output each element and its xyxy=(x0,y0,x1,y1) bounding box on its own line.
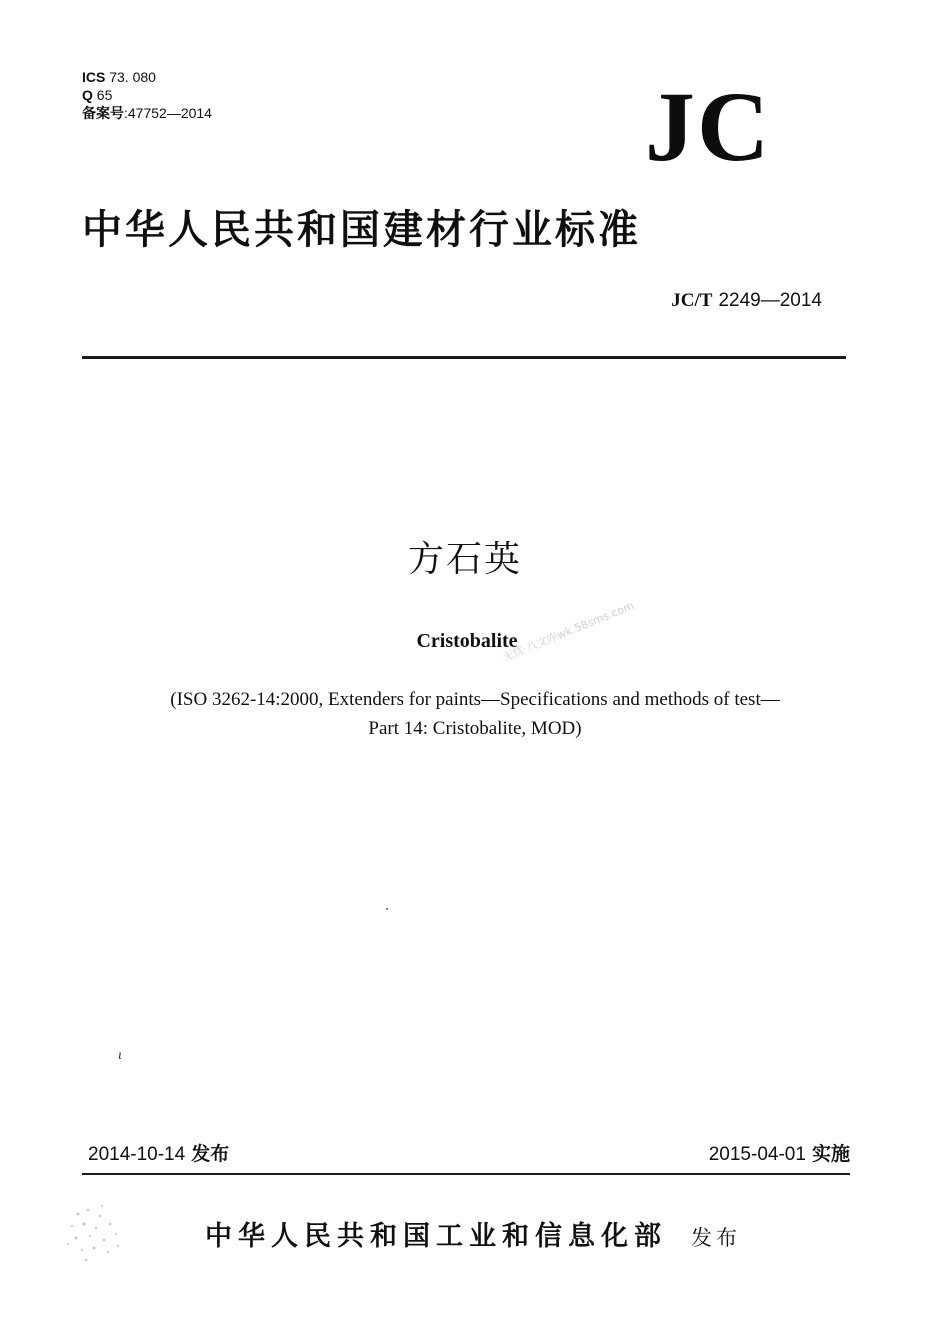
implementation-date-value: 2015-04-01 xyxy=(708,1144,806,1165)
record-label: 备案号 xyxy=(82,105,124,121)
iso-reference xyxy=(90,685,860,743)
record-line xyxy=(82,104,212,122)
class-label: Q xyxy=(82,87,93,103)
ics-label: ICS xyxy=(82,69,106,85)
record-value: :47752—2014 xyxy=(124,105,212,121)
iso-reference-line-1: (ISO 3262-14:2000, Extenders for paints—Specifications and methods of test— xyxy=(170,689,780,710)
publisher-action: 发布 xyxy=(691,1226,741,1250)
standard-category: 中华人民共和国建材行业标准 xyxy=(82,207,641,253)
implementation-date xyxy=(709,1141,850,1168)
issue-date-word: 发布 xyxy=(191,1143,230,1165)
implementation-date-word: 实施 xyxy=(811,1143,850,1165)
standard-code-number: 2249—2014 xyxy=(718,290,822,311)
standard-number xyxy=(671,288,822,313)
publisher-name: 中华人民共和国工业和信息化部 xyxy=(205,1221,667,1252)
scan-mark: ɩ xyxy=(118,1048,122,1063)
title-english: Cristobalite xyxy=(416,630,518,652)
jc-logo: JC xyxy=(645,71,772,182)
ics-value: 73. 080 xyxy=(109,69,156,85)
classification-block xyxy=(82,68,212,122)
faded-seal-icon xyxy=(58,1200,128,1270)
issue-date-value: 2014-10-14 xyxy=(88,1144,186,1165)
issue-date xyxy=(88,1141,229,1168)
class-line xyxy=(82,86,212,104)
iso-reference-line-2: Part 14: Cristobalite, MOD) xyxy=(368,718,582,739)
watermark-text: 无忧·八文库wk.58sms.com xyxy=(500,599,636,664)
class-value: 65 xyxy=(96,87,113,103)
title-chinese: 方石英 xyxy=(407,539,522,580)
ics-line xyxy=(82,68,212,86)
standard-code-prefix: JC/T xyxy=(671,290,713,311)
bottom-divider xyxy=(82,1173,850,1175)
scan-speck xyxy=(386,908,388,910)
top-divider xyxy=(82,356,846,359)
